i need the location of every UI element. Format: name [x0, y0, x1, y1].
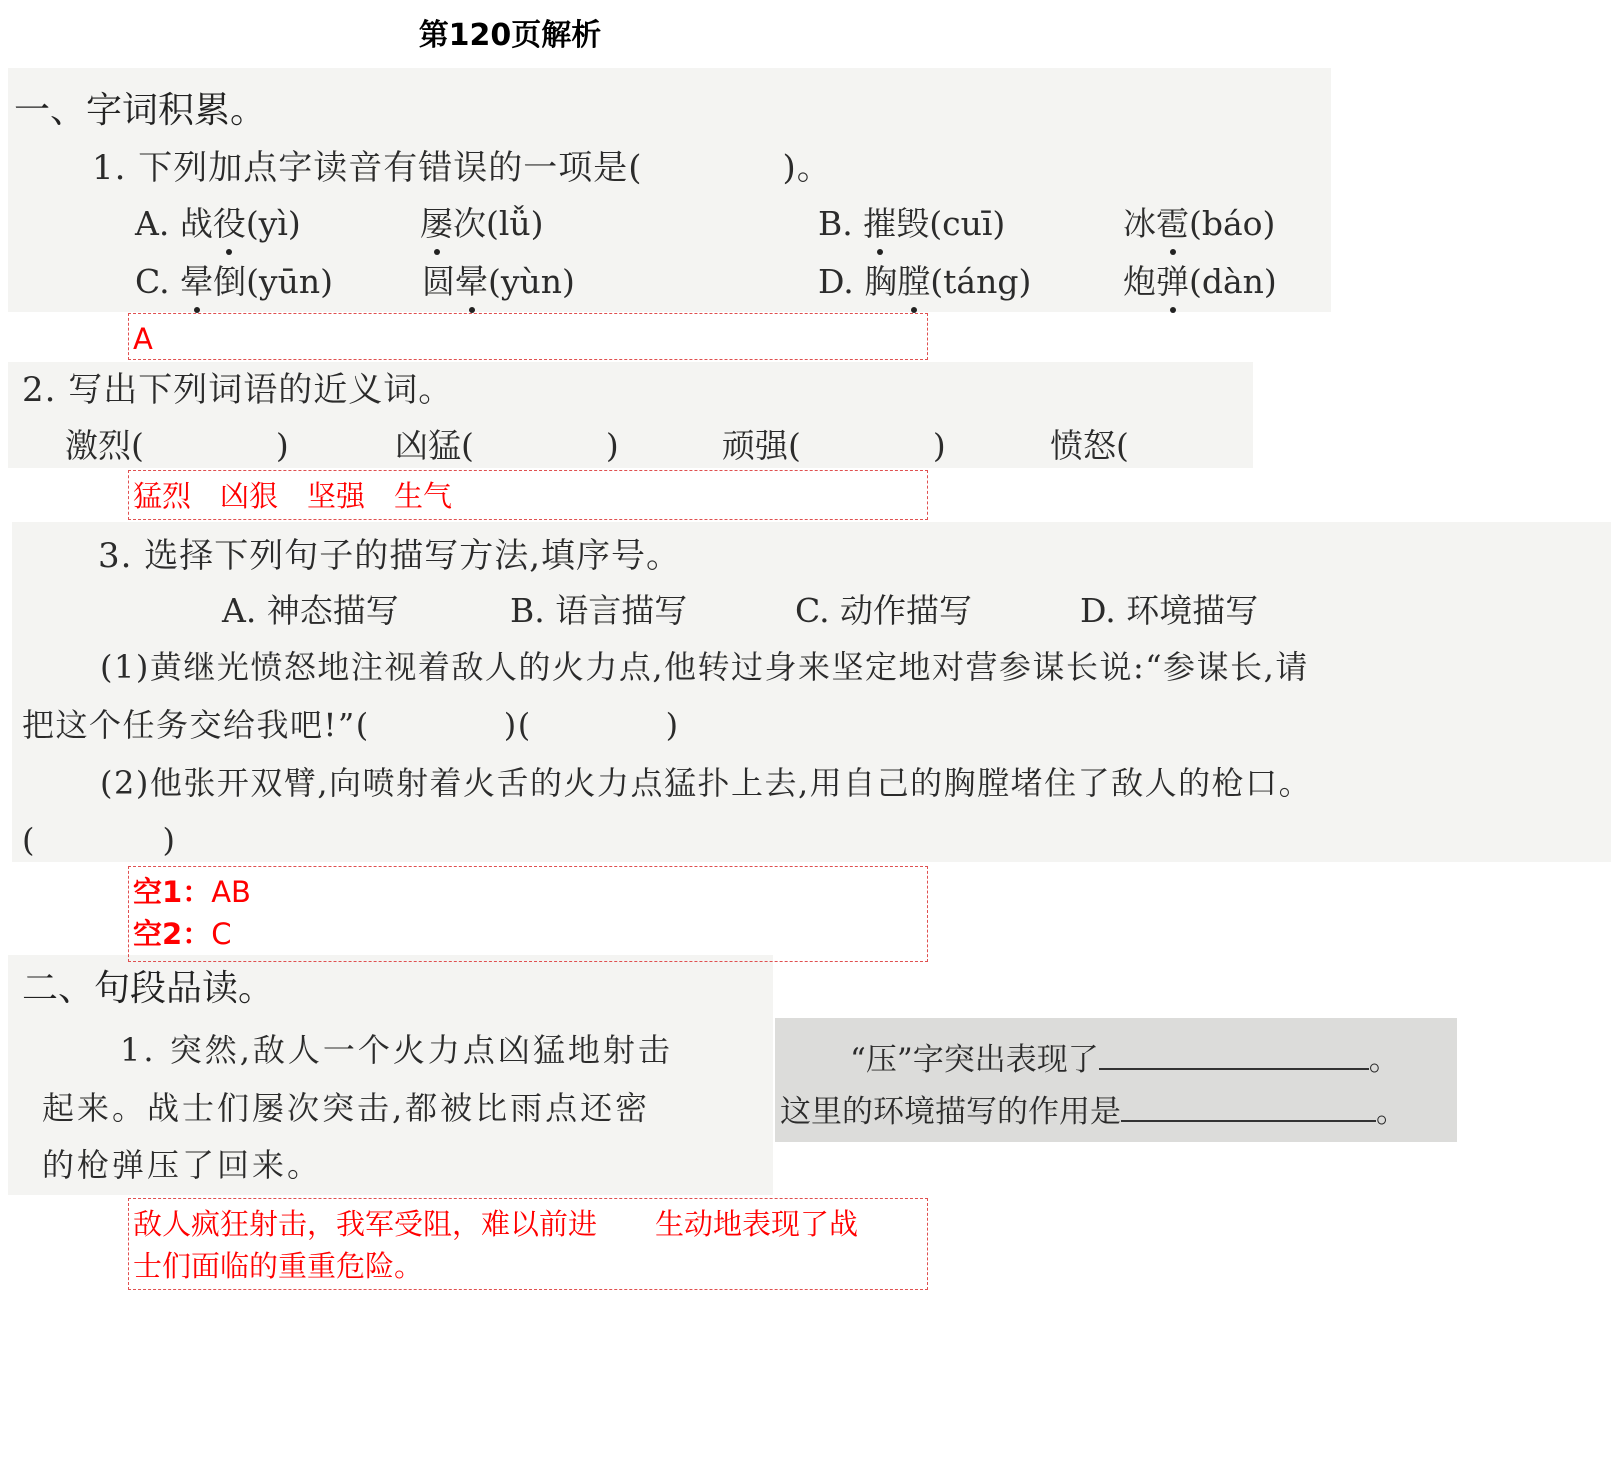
method-option-b: B. 语言描写	[510, 591, 688, 630]
question-3-stem: 3. 选择下列句子的描写方法,填序号。	[98, 536, 682, 576]
method-option-c: C. 动作描写	[795, 591, 973, 630]
answer-box-q2	[128, 470, 928, 520]
passage-line-2: 起来。战士们屡次突击,都被比雨点还密	[42, 1089, 651, 1127]
sentence-2-line-2: ( )	[22, 821, 175, 859]
blank-line-2	[1121, 1120, 1376, 1122]
option-a-1: A. 战役 (yì)	[135, 198, 301, 245]
passage-line-3: 的枪弹压了回来。	[42, 1146, 323, 1184]
answer-box-q3	[128, 866, 928, 962]
prompt-2: 这里的环境描写的作用是 。	[780, 1094, 1407, 1130]
method-option-a: A. 神态描写	[222, 591, 399, 630]
option-b-1: B. 摧 毁(cuī)	[818, 198, 1005, 245]
option-d-1: D. 胸膛 (táng)	[818, 256, 1031, 303]
sentence-2-line-1: (2)他张开双臂,向喷射着火舌的火力点猛扑上去,用自己的胸膛堵住了敌人的枪口。	[100, 764, 1313, 802]
option-b-2: 冰雹 (báo)	[1123, 198, 1275, 245]
answer-line-1: 空1：AB	[133, 875, 251, 909]
page-title: 第120页解析	[418, 18, 602, 53]
section-heading-1: 一、字词积累。	[14, 90, 267, 131]
blank-line-1	[1099, 1068, 1369, 1070]
answer-line-2: 士们面临的重重危险。	[133, 1249, 424, 1283]
option-a-2: 屡 次(lǚ)	[420, 198, 544, 245]
answer-box-q1	[128, 313, 928, 360]
sentence-1-line-2: 把这个任务交给我吧!”( )( )	[22, 706, 680, 744]
option-c-1: C. 晕 倒(yūn)	[135, 256, 333, 303]
prompt-1: “压”字突出表现了 。	[850, 1042, 1400, 1078]
synonym-item-3: 顽强( )	[722, 426, 946, 465]
synonym-item-1: 激烈( )	[65, 426, 289, 465]
sentence-1-line-1: (1)黄继光愤怒地注视着敌人的火力点,他转过身来坚定地对营参谋长说:“参谋长,请	[100, 648, 1309, 686]
answer-box-passage	[128, 1198, 928, 1290]
synonym-item-2: 凶猛( )	[395, 426, 619, 465]
question-2-stem: 2. 写出下列词语的近义词。	[22, 370, 454, 410]
answer-text: A	[133, 322, 153, 356]
answer-text: 猛烈 凶狠 坚强 生气	[133, 479, 453, 513]
answer-line-1: 敌人疯狂射击，我军受阻，难以前进 生动地表现了战	[133, 1207, 859, 1241]
passage-line-1: 1. 突然,敌人一个火力点凶猛地射击	[120, 1031, 673, 1069]
option-d-2: 炮弹 (dàn)	[1123, 256, 1277, 303]
method-option-d: D. 环境描写	[1080, 591, 1259, 630]
answer-line-2: 空2：C	[133, 917, 232, 951]
section-heading-2: 二、句段品读。	[22, 968, 275, 1009]
option-c-2: 圆晕 (yùn)	[422, 256, 575, 303]
question-1-stem: 1. 下列加点字读音有错误的一项是( )。	[92, 148, 832, 188]
synonym-item-4: 愤怒(	[1050, 426, 1129, 465]
